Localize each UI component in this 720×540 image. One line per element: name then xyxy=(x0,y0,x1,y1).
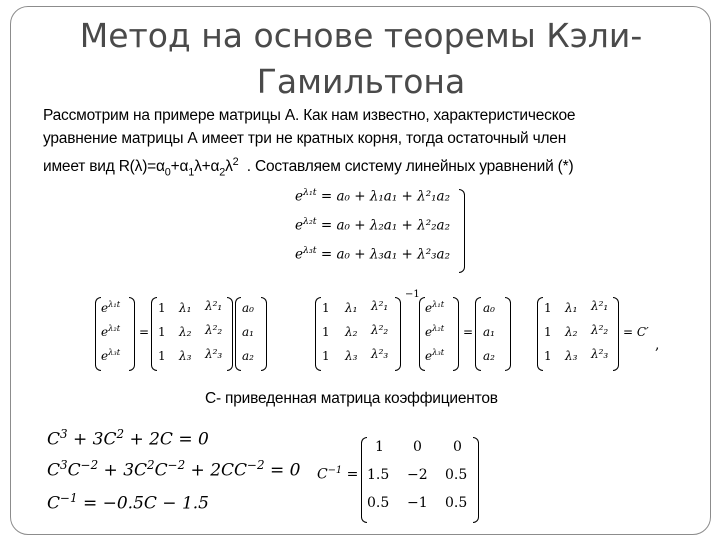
comma: , xyxy=(655,337,660,353)
system-row-1: $e^{\lambda_1t} = a_0 + \lambda_1a_1 + \lambda^2_1a_2$ xyxy=(295,187,450,205)
slide xyxy=(10,6,711,535)
matrix-equation-3: 1 λ₁ λ²₁ 1 λ₂ λ²₂ 1 λ₃ λ²₃ = C′ , xyxy=(537,295,667,375)
inv-cell: 0.5 xyxy=(445,495,468,511)
inv-cell: 0 xyxy=(413,439,422,455)
equation-system xyxy=(293,185,473,277)
inverse-label: $C^{-1}$ = xyxy=(317,465,359,483)
eq-cayley-hamilton-2: $C^3C^{-2} + 3C^2C^{-2} + 2CC^{-2} = 0$ xyxy=(47,458,301,481)
paragraph-line3: имеет вид $R(\lambda)=\alpha_0+\alpha_1\lambda+\alpha_2\lambda^2$ . Составляем систему линейных уравнений (*) xyxy=(43,156,574,179)
matrix-equation-1: $e^{\lambda_1t}$ $e^{\lambda_2t}$ $e^{\lambda_3t}$ = 1 λ₁ λ²₁ 1 λ₂ λ²₂ 1 λ₃ λ²₃ a₀ a₁ a₂ xyxy=(95,295,275,375)
system-row-3: $e^{\lambda_3t} = a_0 + \lambda_3a_1 + \lambda^2_3a_2$ xyxy=(295,245,450,263)
system-brace xyxy=(459,189,465,273)
paragraph-line1: Рассмотрим на примере матрицы А. Как нам известно, характеристическое xyxy=(43,107,576,124)
inv-cell: 0.5 xyxy=(445,467,468,483)
inv-cell: 1 xyxy=(375,439,384,455)
matrix-equation-2: 1 λ₁ λ²₁ 1 λ₂ λ²₂ 1 λ₃ λ²₃ −1 $e^{\lambda_1t}$ $e^{\lambda_2t}$ $e^{\lambda_3t}$ = a₀ a₁ a₂ xyxy=(315,291,525,375)
paragraph-line2: уравнение матрицы А имеет три не кратных корня, тогда остаточный член xyxy=(43,130,567,147)
inv-cell: 0.5 xyxy=(367,495,390,511)
inv-cell: 0 xyxy=(453,439,462,455)
system-row-2: $e^{\lambda_2t} = a_0 + \lambda_2a_1 + \lambda^2_2a_2$ xyxy=(295,216,450,234)
slide-title-line1: Метод на основе теоремы Кэли- xyxy=(79,16,643,55)
slide-title-line2: Гамильтона xyxy=(256,62,466,101)
inv-cell: −1 xyxy=(407,495,428,511)
eq-cayley-hamilton-1: $C^3 + 3C^2 + 2C = 0$ xyxy=(47,427,209,450)
inv-cell: −2 xyxy=(407,467,428,483)
eq-cayley-hamilton-3: $C^{-1} = -0.5C - 1.5$ xyxy=(47,491,209,514)
inv-cell: 1.5 xyxy=(367,467,390,483)
inverse-matrix-block xyxy=(317,437,487,527)
c-caption: С- приведенная матрица коэффициентов xyxy=(205,390,498,407)
